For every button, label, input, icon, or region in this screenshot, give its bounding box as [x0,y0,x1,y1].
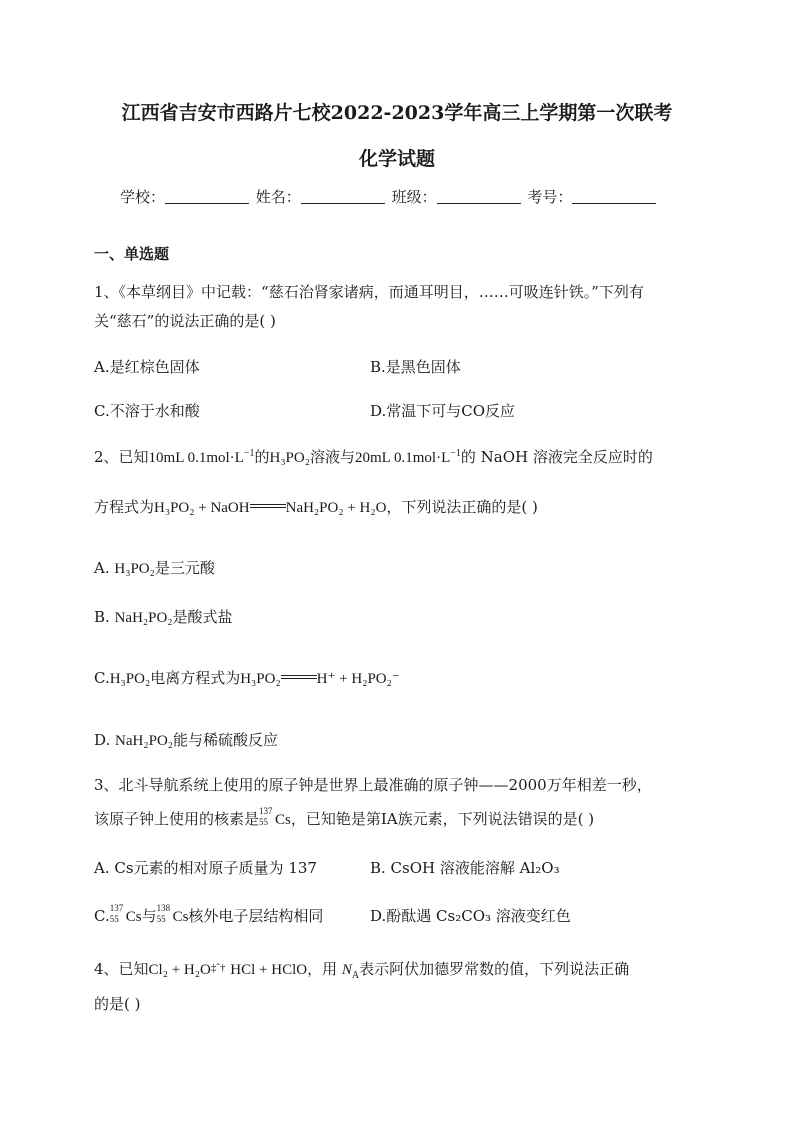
q2-c-formula: H₃PO₂ [109,671,151,687]
q3-c-symbol-2: Cs [172,909,189,925]
q2-eq-suffix: ，下列说法正确的是( ) [386,498,538,516]
q2-amount-2: 20mL 0.1mol·L [354,450,451,466]
q2-option-b [94,606,233,627]
q2-c-label: C. [94,669,110,687]
q2-eq-prefix: 方程式为 [94,498,155,516]
q3-c-z-2: 55 [156,914,166,924]
q4-stem-line-1 [94,958,629,979]
q4-arrow-bottom: † [219,962,226,974]
q3-option-d: D.酚酞遇 Cs₂CO₃ 溶液变红色 [370,907,571,925]
q4-na-subscript: A [351,970,360,981]
title-line-1: 江西省吉安市西路片七校2022-2023学年高三上学期第一次联考 [121,102,673,124]
school-blank[interactable] [165,189,249,204]
q2-option-a [94,557,215,578]
q4-eq-left: Cl₂ + H₂O [148,962,211,978]
q3-option-b: B. CsOH 溶液能溶解 Al₂O₃ [370,859,560,877]
section-heading: 一、单选题 [94,245,170,263]
q2-d-text: 能与稀硫酸反应 [173,731,279,749]
q3-c-nuclide-1 [109,903,126,924]
q3-atomic-number: 55 [259,817,269,827]
q2-option-d [94,729,278,750]
q2-b-formula: NaH₂PO₂ [114,610,173,626]
q2-of-2: 的 NaOH 溶液完全反应时的 [460,448,653,466]
q4-arrow-top: ˆ [216,962,220,974]
exam-number-blank[interactable] [572,189,656,204]
q1-option-c: C.不溶于水和酸 [94,402,200,420]
q3-c-mass-2: 138 [156,903,171,913]
class-label: 班级： [391,188,437,206]
q1-option-d: D.常温下可与CO反应 [370,402,516,420]
q4-eq-right: HCl + HClO [230,962,308,978]
q2-option-c [94,667,400,688]
q3-stem-line-2 [94,808,594,829]
q3-c-symbol-1: Cs [125,909,142,925]
q2-b-text: 是酸式盐 [172,608,233,626]
q3-c-and: 与 [141,907,157,925]
class-blank[interactable] [437,189,521,204]
q2-acid-formula: H₃PO₂ [269,450,310,466]
name-label: 姓名： [255,188,301,206]
exam-number-label: 考号： [527,188,573,206]
equals-sign-icon [250,502,286,510]
q2-b-label: B. [94,608,110,626]
q3-c-z-1: 55 [109,914,119,924]
q4-suffix: 表示阿伏加德罗常数的值，下列说法正确 [359,960,630,978]
q4-na-symbol: N [341,962,352,978]
q2-a-text: 是三元酸 [154,559,215,577]
q3-c-label: C. [94,907,110,925]
q2-unit-exp-2: −1 [450,448,461,459]
q2-c-text: 电离方程式为 [150,669,241,687]
q4-arrow-mid: ‡ [210,962,217,974]
q1-stem-line-2: 关“慈石”的说法正确的是( ) [94,312,276,330]
title-line-2: 化学试题 [358,148,435,170]
q2-stem-line-2 [94,496,538,517]
q3-stem-line-1: 3、北斗导航系统上使用的原子钟是世界上最准确的原子钟——2000万年相差一秒， [94,776,652,794]
q2-a-label: A. [94,559,110,577]
q2-c-eq-left: H₃PO₂ [240,671,281,687]
q2-of-1: 的 [254,448,270,466]
q3-prefix: 该原子钟上使用的核素是 [94,810,260,828]
q3-nuclide-numbers [259,806,275,827]
school-label: 学校： [120,188,166,206]
q1-stem-line-1: 1、《本草纲目》中记载：“慈石治肾家诸病，而通耳明目，……可吸连针铁。”下列有 [94,283,644,301]
q3-c-nuclide-2 [156,903,173,924]
q2-mid: 溶液与 [309,448,355,466]
q4-prefix: 4、已知 [94,960,149,978]
q2-d-label: D. [94,731,111,749]
q3-suffix: ，已知铯是第ⅠA族元素，下列说法错误的是( ) [290,810,595,828]
q4-stem-line-2: 的是( ) [94,995,141,1013]
q2-amount-1: 10mL 0.1mol·L [148,450,244,466]
q2-unit-exp-1: −1 [243,448,255,459]
q2-c-eq-right: H⁺ + H₂PO₂⁻ [316,671,400,687]
equals-sign-icon [281,673,317,681]
q2-prefix: 2、已知 [94,448,149,466]
name-blank[interactable] [301,189,385,204]
q1-option-b: B.是黑色固体 [370,358,461,376]
q2-eq-right: NaH₂PO₂ + H₂O [285,500,387,516]
q3-option-c [94,905,323,926]
q3-c-text: 核外电子层结构相同 [188,907,324,925]
q2-stem-line-1 [94,446,653,467]
q1-option-a: A.是红棕色固体 [94,358,200,376]
student-info-row [120,186,658,207]
reversible-arrow-icon [211,962,226,974]
q3-nuclide-symbol: Cs [275,812,291,828]
q2-d-formula: NaH₂PO₂ [115,733,174,749]
q3-mass-number: 137 [259,806,273,816]
q2-eq-left: H₃PO₂ + NaOH [154,500,250,516]
q3-option-a: A. Cs元素的相对原子质量为 137 [94,859,317,877]
q3-c-mass-1: 137 [109,903,124,913]
q4-use: ，用 [307,960,338,978]
q2-a-formula: H₃PO₂ [114,561,155,577]
